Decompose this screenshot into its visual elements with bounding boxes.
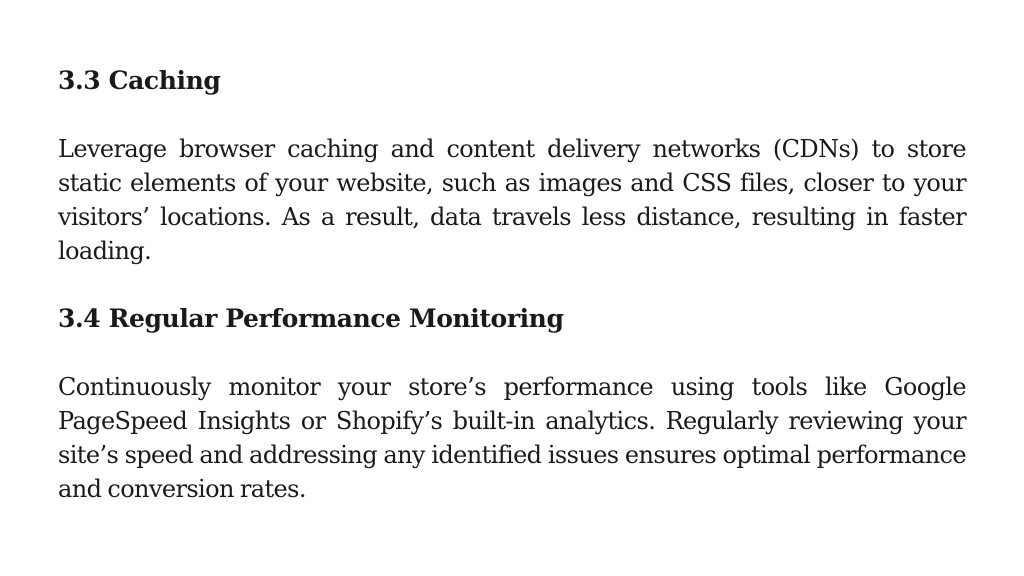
section-body-caching: Leverage browser caching and content delivery networks (CDNs) to store static elements of your website, such as images and CSS files, closer to your visitors’ locations. As a result, data travels less distance, resulting in faster loading. — [58, 135, 966, 265]
section-heading-caching: 3.3 Caching — [58, 66, 221, 95]
section-heading-performance-monitoring: 3.4 Regular Performance Monitoring — [58, 304, 564, 333]
spacer — [58, 336, 966, 370]
spacer — [58, 98, 966, 132]
spacer — [58, 268, 966, 302]
document-page — [58, 64, 966, 506]
section-body-performance-monitoring: Continuously monitor your store’s performance using tools like Google PageSpeed Insights or Shopify’s built-in analytics. Regularly reviewing your site’s speed and addressing any identified issues ensures optimal performance and conversion rates. — [58, 373, 966, 503]
